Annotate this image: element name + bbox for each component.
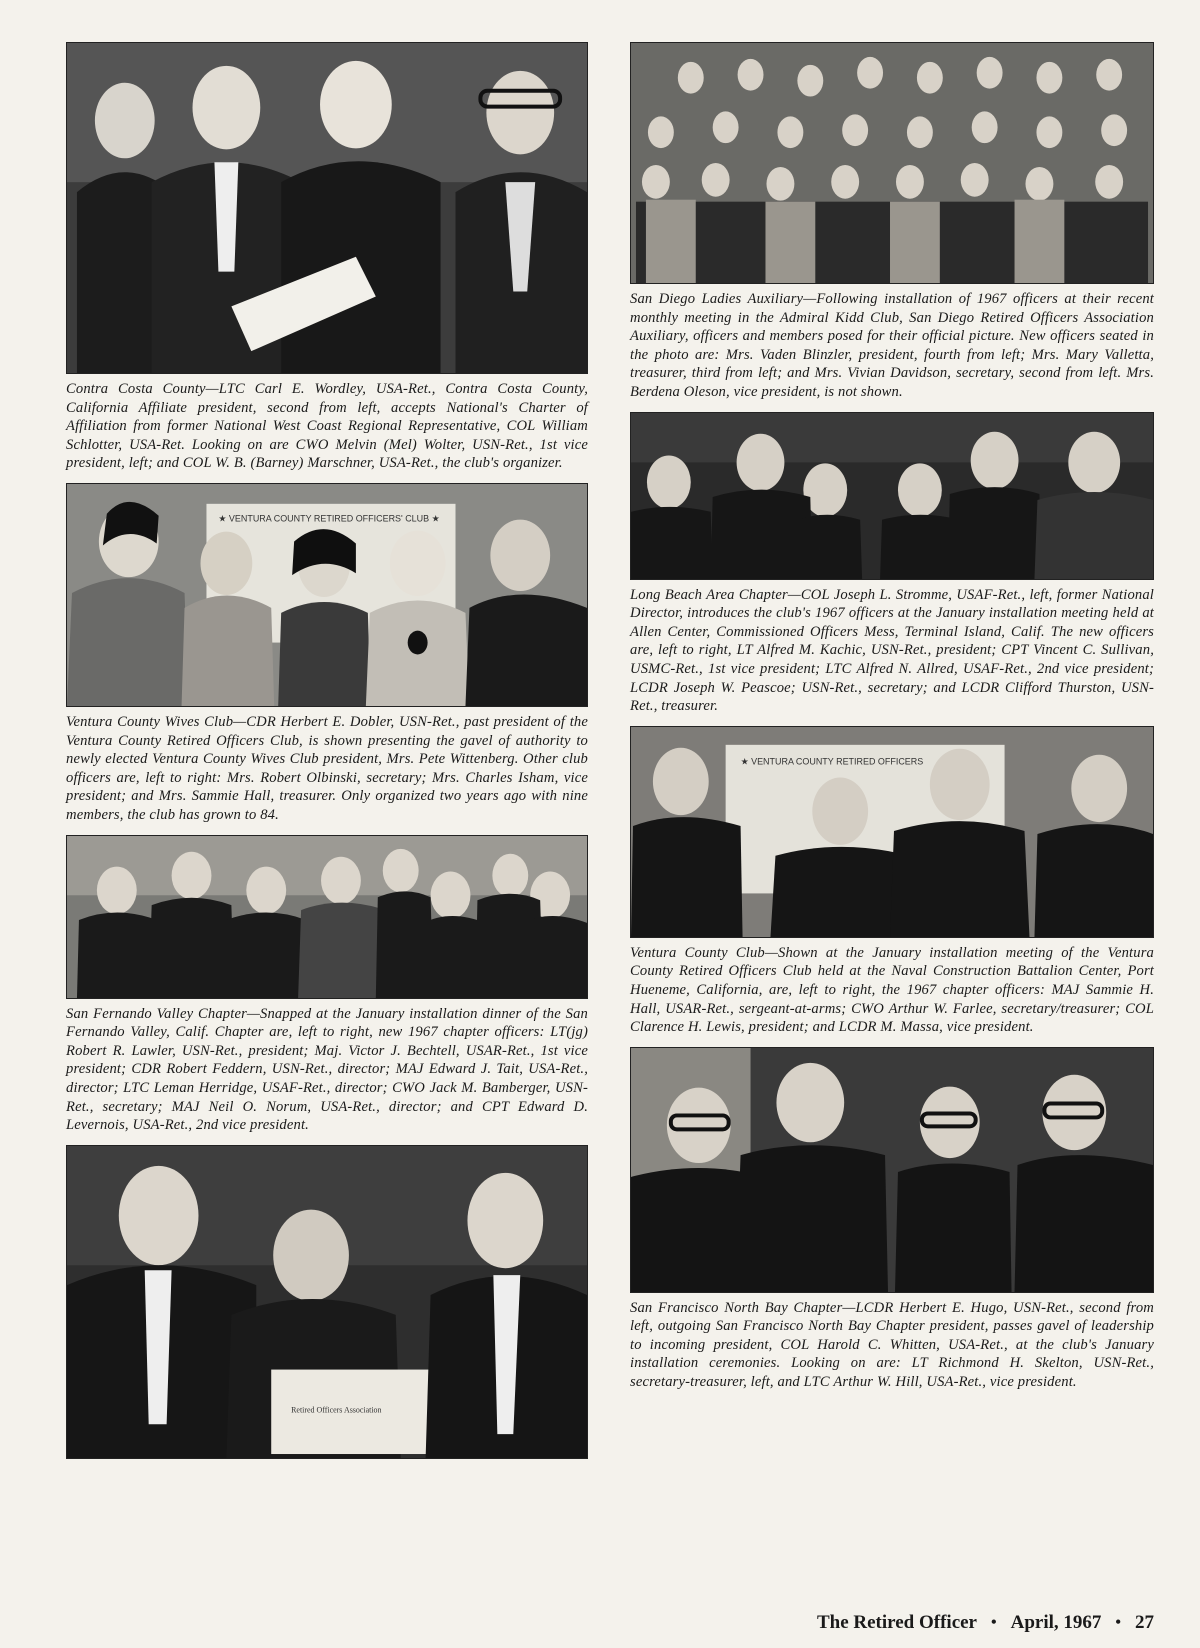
- caption-contra-costa: Contra Costa County—LTC Carl E. Wordley, USA-Ret., Contra Costa County, California Affiliate president, second from left, accepts National's Charter of Affiliation from former National West Coast Regional Representative, COL William Schlotter, USA-Ret. Looking on are CWO Melvin (Mel) Wolter, USN-Ret., 1st vice president, left; and COL W. B. (Barney) Marschner, USA-Ret., the club's organizer.: [66, 381, 588, 472]
- certificate-title: Retired Officers Association: [291, 1404, 382, 1414]
- caption-ventura-wives-club: Ventura County Wives Club—CDR Herbert E. Dobler, USN-Ret., past president of the Ventura County Retired Officers Club, is shown presenting the gavel of authority to newly elected Ventura County Wives Club president, Mrs. Pete Wittenberg. Other club officers are, left to right: Mrs. Robert Olbinski, secretary; Mrs. Charles Isham, vice president; and Mrs. Sammie Hall, treasurer. Only organized two years ago with nine members, the club has grown to 84.: [66, 713, 588, 823]
- right-column: [630, 42, 1154, 1402]
- caption-long-beach: Long Beach Area Chapter—COL Joseph L. Stromme, USAF-Ret., left, former National Director, introduces the club's 1967 officers at the January installation meeting held at Allen Center, Commissioned Officers Mess, Terminal Island, Calif. The new officers are, left to right, LT Alfred M. Kachic, USN-Ret., president; CPT Vincent C. Sullivan, USMC-Ret., 1st vice president; LTC Alfred N. Allred, USAF-Ret., 2nd vice president; LCDR Joseph W. Peascoe; USN-Ret., secretary; and LCDR Clifford Thurston, USN-Ret., treasurer.: [630, 586, 1154, 715]
- photo-long-beach: [630, 412, 1154, 580]
- issue-date: April, 1967: [1010, 1612, 1102, 1633]
- page-number: 27: [1135, 1612, 1154, 1633]
- page-footer: [817, 1612, 1154, 1634]
- caption-san-fernando-valley: San Fernando Valley Chapter—Snapped at the January installation dinner of the San Fernando Valley, Calif. Chapter are, left to right, new 1967 chapter officers: LT(jg) Robert R. Lawler, USN-Ret., president; Maj. Victor J. Bechtell, USAR-Ret., 1st vice president; CDR Robert Feddern, USN-Ret., director; MAJ Edward J. Tait, USA-Ret., director; LTC Leman Herridge, USAF-Ret., director; CWO Jack M. Bamberger, USN-Ret., secretary; MAJ Neil O. Norum, USA-Ret., director; and CPT Edward D. Levernois, USA-Ret., 2nd vice president.: [66, 1005, 588, 1134]
- ventura-club-sign: ★ VENTURA COUNTY RETIRED OFFICERS: [740, 756, 924, 767]
- left-column: [66, 42, 588, 1459]
- photo-san-fernando-valley: [66, 835, 588, 999]
- caption-ventura-county-club: Ventura County Club—Shown at the January installation meeting of the Ventura County Retired Officers Club held at the Naval Construction Battalion Center, Port Hueneme, California, are, left to right, the 1967 chapter officers: MAJ Sammie H. Hall, USAR-Ret., sergeant-at-arms; CWO Arthur W. Farlee, secretary/treasurer; COL Clarence H. Lewis, president; and LCDR M. Massa, vice president.: [630, 944, 1154, 1036]
- photo-contra-costa: [66, 42, 588, 374]
- photo-ventura-county-club: [630, 726, 1154, 938]
- photo-charter-presentation: [66, 1145, 588, 1459]
- photo-san-diego-ladies-auxiliary: [630, 42, 1154, 284]
- photo-san-francisco-north-bay: [630, 1047, 1154, 1293]
- ventura-club-banner: ★ VENTURA COUNTY RETIRED OFFICERS' CLUB ★: [218, 513, 440, 524]
- footer-bullet: •: [1115, 1614, 1121, 1631]
- publication-title: The Retired Officer: [816, 1612, 977, 1633]
- caption-san-francisco-north-bay: San Francisco North Bay Chapter—LCDR Herbert E. Hugo, USN-Ret., second from left, outgoing San Francisco North Bay Chapter president, passes gavel of leadership to incoming president, COL Harold C. Whitten, USA-Ret., at the club's January installation ceremonies. Looking on are: LT Richmond H. Skelton, USN-Ret., secretary-treasurer, left, and LTC Arthur W. Hill, USA-Ret., vice president.: [630, 1299, 1154, 1391]
- photo-ventura-wives-club: [66, 483, 588, 707]
- caption-san-diego-ladies-auxiliary: San Diego Ladies Auxiliary—Following installation of 1967 officers at their recent monthly meeting in the Admiral Kidd Club, San Diego Retired Officers Association Auxiliary, officers and members posed for their official picture. New officers seated in the photo are: Mrs. Vaden Blinzler, president, fourth from left; Mrs. Mary Valletta, treasurer, third from left; and Mrs. Vivian Davidson, secretary, second from left. Mrs. Berdena Oleson, vice president, is not shown.: [630, 291, 1154, 400]
- footer-bullet: •: [991, 1614, 997, 1631]
